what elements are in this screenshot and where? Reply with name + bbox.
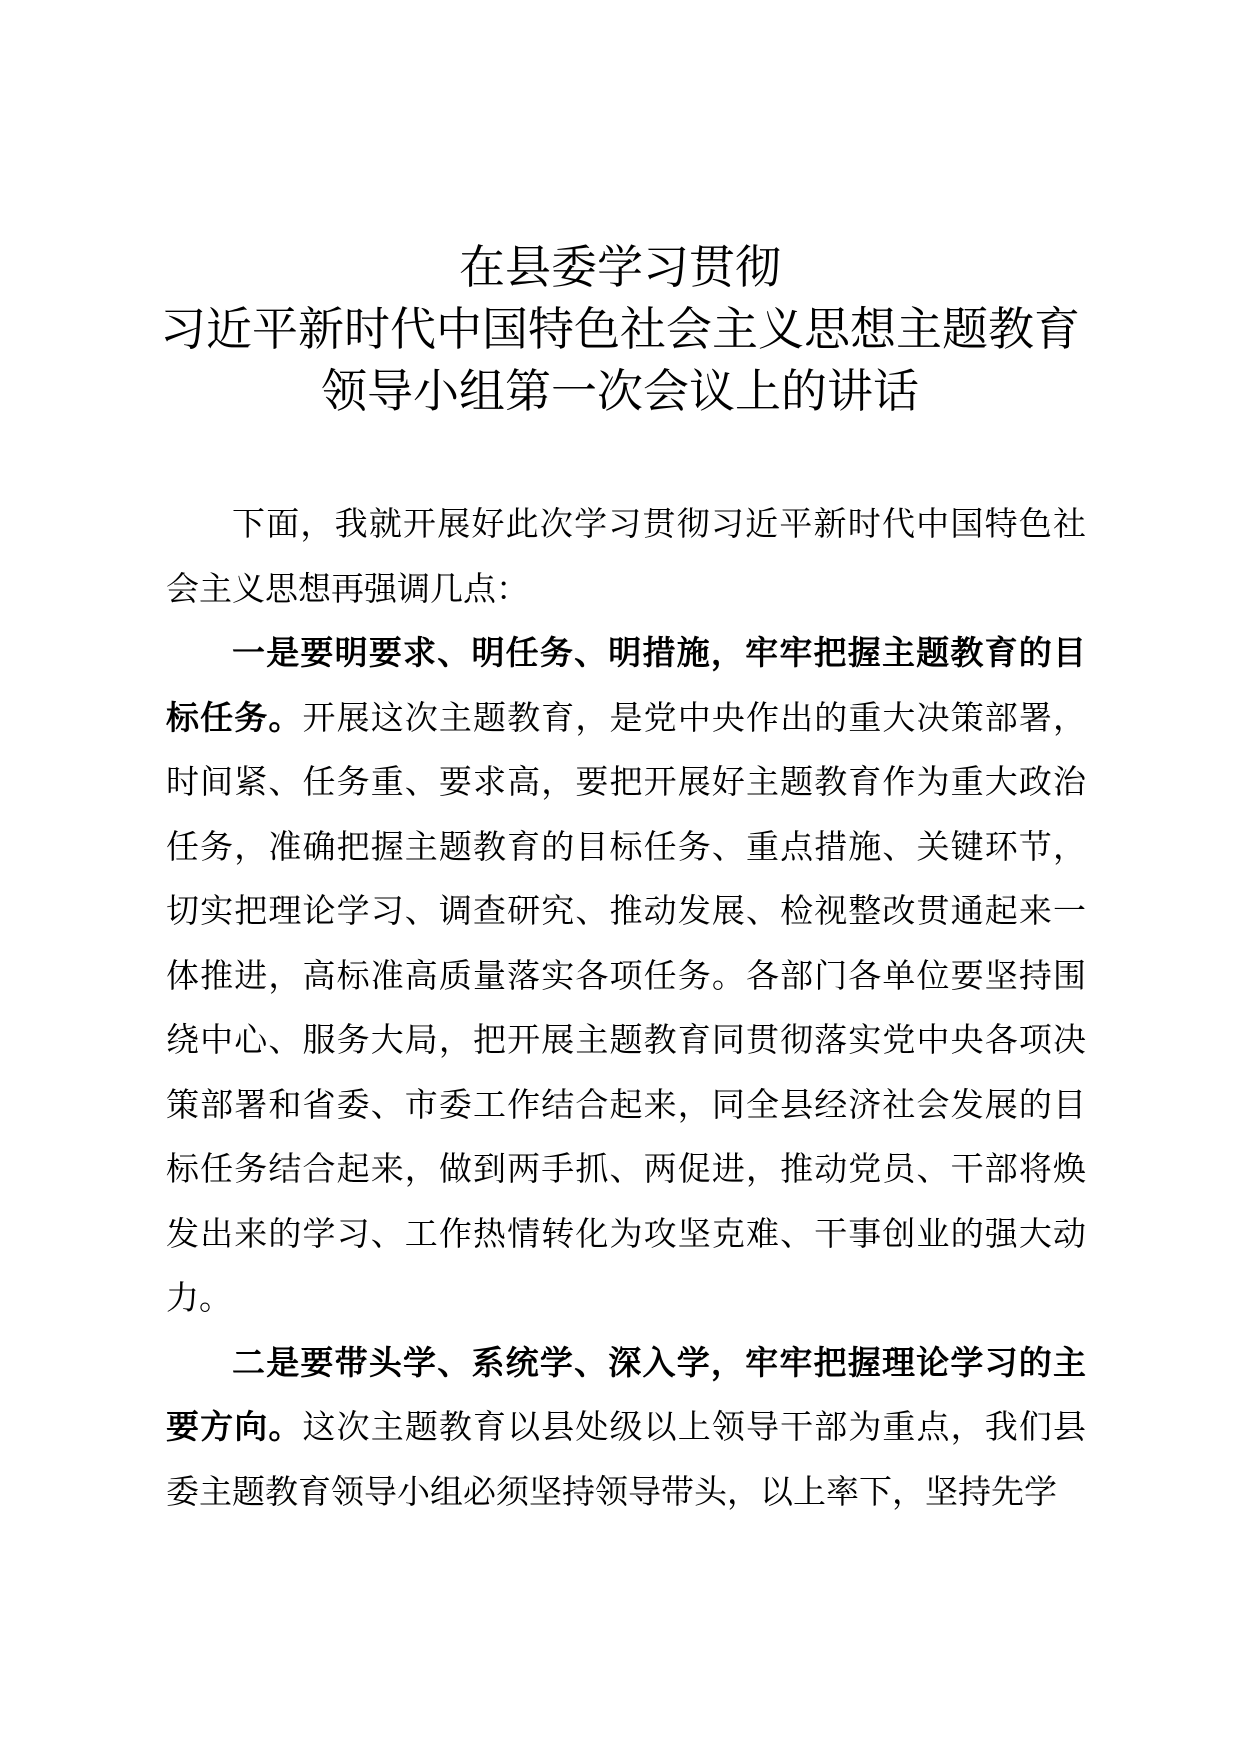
title-line-2: 习近平新时代中国特色社会主义思想主题教育 [160,302,1080,356]
paragraph-lead: 一是要明要求、明任务、明措施，牢牢把握主题教育的目标任务。 [166,633,1086,737]
paragraph-point-one [166,621,1086,1331]
document-title [160,236,1080,422]
title-line-3: 领导小组第一次会议上的讲话 [321,364,919,418]
paragraph-text: 开展这次主题教育，是党中央作出的重大决策部署，时间紧、任务重、要求高，要把开展好主题教育作为重大政治任务，准确把握主题教育的目标任务、重点措施、关键环节，切实把理论学习、调查研究、推动发展、检视整改贯通起来一体推进，高标准高质量落实各项任务。各部门各单位要坚持围绕中心、服务大局，把开展主题教育同贯彻落实党中央各项决策部署和省委、市委工作结合起来，同全县经济社会发展的目标任务结合起来，做到两手抓、两促进，推动党员、干部将焕发出来的学习、工作热情转化为攻坚克难、干事创业的强大动力。 [166,697,1087,1317]
title-line-1: 在县委学习贯彻 [459,240,781,294]
paragraph-text: 这次主题教育以县处级以上领导干部为重点，我们县委主题教育领导小组必须坚持领导带头，以上率下，坚持先学 [166,1407,1087,1511]
paragraph-lead: 二是要带头学、系统学、深入学，牢牢把握理论学习的主要方向。 [166,1342,1086,1446]
paragraph-intro [166,492,1086,621]
paragraph-point-two [166,1331,1086,1525]
paragraph-text: 下面，我就开展好此次学习贯彻习近平新时代中国特色社会主义思想再强调几点： [166,504,1086,608]
document-body [166,492,1086,1524]
